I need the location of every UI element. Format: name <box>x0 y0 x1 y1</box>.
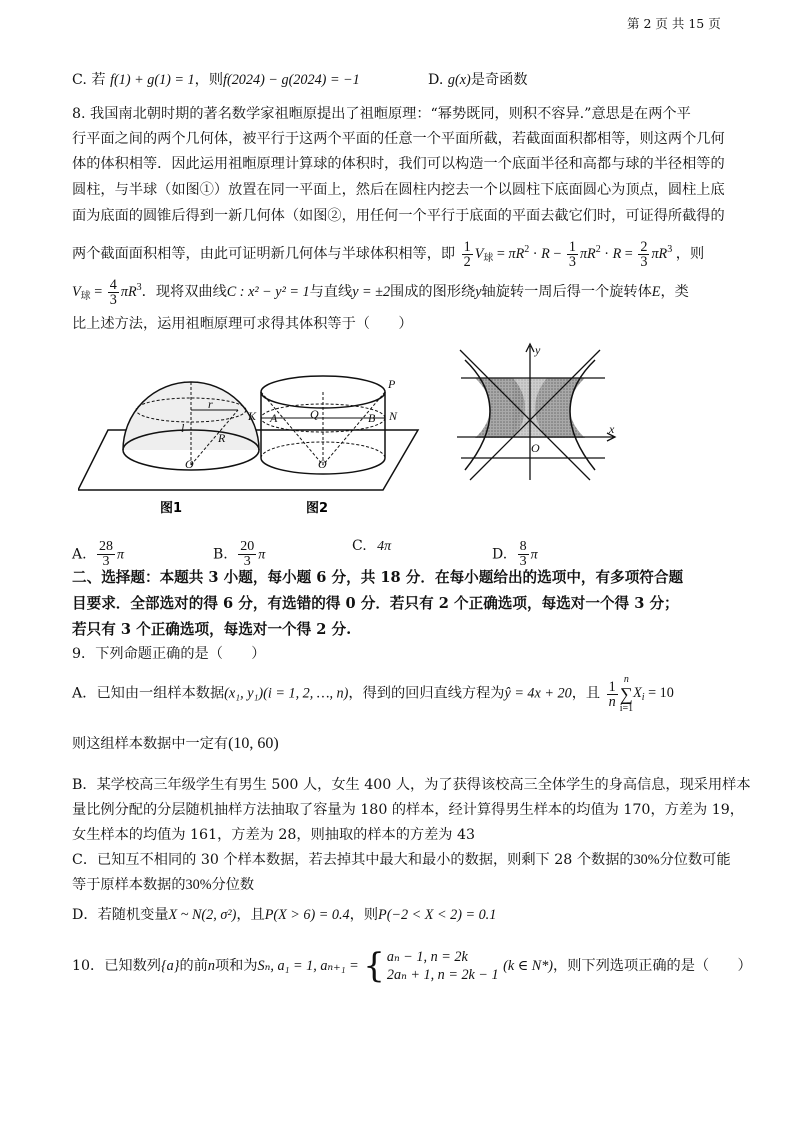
fig-hyperbola <box>455 340 625 488</box>
label-y-axis: y <box>535 343 541 357</box>
label-P: P <box>388 377 396 391</box>
page-number: 第 2 页 共 15 页 <box>627 16 721 31</box>
text: ，则 <box>675 246 705 262</box>
q7-option-d <box>428 70 528 90</box>
label-x-axis: x <box>609 422 615 436</box>
fig1-caption: 图1 <box>160 501 183 516</box>
formula: f(1) + g(1) = 1 <box>110 72 195 88</box>
formula: g(x) <box>447 72 471 88</box>
option-label: C. <box>72 72 87 88</box>
q8-line-1: 8. 我国南北朝时期的著名数学家祖暅原提出了祖暅原理：“幂势既同，则积不容异.”意思是在两个平 <box>72 106 691 122</box>
text: ，类 <box>660 284 689 300</box>
q9-option-b-line-1: B．某学校高三年级学生有男生 500 人，女生 400 人，为了获得该校高三全体学生的身高信息，现采用样本 <box>72 777 751 793</box>
q8-line-6 <box>72 236 704 273</box>
q8-line-7 <box>72 274 689 311</box>
q9-stem: 9．下列命题正确的是（ ） <box>72 646 266 662</box>
text: 是奇函数 <box>470 72 528 88</box>
section-2-line-1: 二、选择题：本题共 3 小题，每小题 6 分，共 18 分．在每小题给出的选项中，有多项符合题 <box>72 569 684 586</box>
label-O-fig1: O <box>185 457 194 471</box>
option-label: D. <box>428 72 444 88</box>
q9-option-a-line-2: 则这组样本数据中一定有(10, 60) <box>72 735 279 752</box>
q8-option-d: D. $\frac{8}{3}$ π <box>492 539 538 569</box>
text: 围成的图形绕 <box>390 284 476 300</box>
section-2-line-2: 目要求．全部选对的得 6 分，有选错的得 0 分．若只有 2 个正确选项，每选对一个得 3 分； <box>72 595 679 612</box>
q9-option-c-line-1: C．已知互不相同的 30 个样本数据，若去掉其中最大和最小的数据，则剩下 28 个数据的30%分位数可能 <box>72 852 731 868</box>
text: ．现将双曲线 <box>141 284 227 300</box>
text: 若 <box>91 72 106 88</box>
text: ，则 <box>194 72 224 88</box>
label-N: N <box>389 409 398 423</box>
label-A: A <box>270 411 278 425</box>
label-l: l <box>181 421 185 435</box>
q8-option-a: A. $\frac{28}{3}$ π <box>72 539 125 569</box>
text: 轴旋转一周后得一个旋转体 <box>481 284 652 300</box>
formula: f(2024) − g(2024) = −1 <box>223 72 360 88</box>
q8-line-3: 体的体积相等．因此运用祖暅原理计算球的体积时，我们可以构造一个底面半径和高都与球的半径相等的 <box>72 156 725 172</box>
formula: C : x² − y² = 1 <box>226 284 310 300</box>
q9-option-a: A．已知由一组样本数据(x₁, y₁)(i = 1, 2, …, n)，得到的回归直线方程为ŷ = 4x + 20，且 $\frac{1}{n}$ n ∑ i=1 $X_i = 10$ <box>72 674 674 714</box>
q9-option-b-line-3: 女生样本的均值为 161，方差为 28，则抽取的样本的方差为 43 <box>72 827 476 843</box>
q8-option-c: C. 4π <box>352 538 392 554</box>
formula: y = ±2 <box>352 284 391 300</box>
q9-option-d: D．若随机变量X ~ N(2, σ²)，且P(X > 6) = 0.4，则P(−2 < X < 2) = 0.1 <box>72 907 497 923</box>
text: 两个截面面积相等，由此可证明新几何体与半球体积相等，即 <box>72 246 456 262</box>
sphere-volume-formula: $V_球$ = $\frac{4}{3}$ $\pi R^3$ <box>72 277 142 309</box>
q8-line-4: 圆柱，与半球（如图①）放置在同一平面上，然后在圆柱内挖去一个以圆柱下底面圆心为顶点，圆柱上底 <box>72 182 725 198</box>
label-K: K <box>248 409 257 423</box>
mean-formula: $\frac{1}{n}$ n ∑ i=1 $X_i = 10$ <box>608 674 674 714</box>
label-r: r <box>208 397 213 411</box>
fig2-caption: 图2 <box>306 501 329 516</box>
formula: y <box>475 284 482 300</box>
text: 与直线 <box>309 284 353 300</box>
q9-option-b-line-2: 量比例分配的分层随机抽样方法抽取了容量为 180 的样本，经计算得男生样本的均值为 170，方差为 19， <box>72 802 744 818</box>
label-O-fig2: O <box>318 457 327 471</box>
q10-stem: 10．已知数列{a}的前n项和为Sₙ, a₁ = 1, aₙ₊₁ = { aₙ − 1, n = 2k 2aₙ + 1, n = 2k − 1 (k ∈ N*)，则下列选项正确的是（ ） <box>72 946 752 986</box>
q8-option-b: B. $\frac{20}{3}$ π <box>213 539 266 569</box>
q8-line-8: 比上述方法，运用祖暅原理可求得其体积等于（ ） <box>72 316 413 332</box>
formula: E <box>651 284 661 300</box>
label-Q: Q <box>310 407 319 421</box>
fig-hemisphere-cylinder <box>78 340 428 520</box>
q7-option-c <box>72 70 360 90</box>
label-origin: O <box>531 441 540 455</box>
label-B: B <box>368 411 376 425</box>
half-volume-formula: $\frac{1}{2}$ $V_球 = \pi R^2 \cdot R$ − $\frac{1}{3}$ $\pi R^2 \cdot R$ = $\frac{2}{3}$ $\pi R^3$ <box>463 239 673 271</box>
section-2-line-3: 若只有 3 个正确选项，每选对一个得 2 分. <box>72 621 352 638</box>
q9-option-c-line-2: 等于原样本数据的30%分位数 <box>72 877 255 893</box>
q8-line-5: 面为底面的圆锥后得到一新几何体（如图②，用任何一个平行于底面的平面去截它们时，可证得所截得的 <box>72 208 725 224</box>
label-R: R <box>218 431 226 445</box>
q8-line-2: 行平面之间的两个几何体，被平行于这两个平面的任意一个平面所截，若截面面积都相等，则这两个几何 <box>72 131 725 147</box>
